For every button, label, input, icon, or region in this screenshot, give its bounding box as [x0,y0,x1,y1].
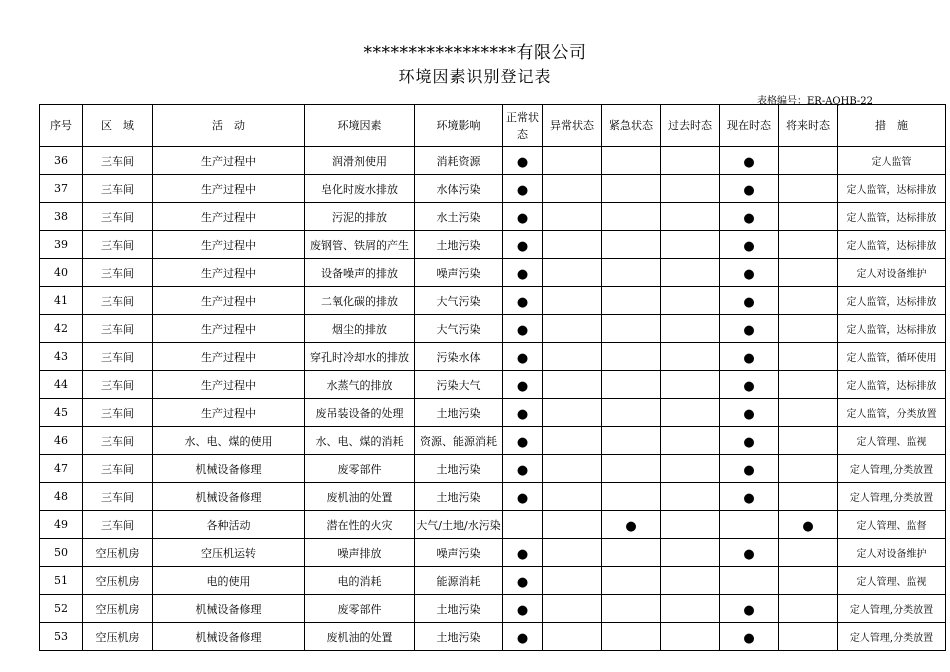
cell-no: 40 [40,259,83,287]
mark-dot-icon: ● [516,603,529,618]
cell-activity: 生产过程中 [153,147,305,175]
cell-area: 空压机房 [83,567,153,595]
header-present-tense: 现在时态 [720,105,779,147]
cell-activity: 生产过程中 [153,175,305,203]
cell-normal-state [503,539,543,567]
cell-present-tense [720,539,779,567]
mark-dot-icon: ● [743,183,755,198]
cell-normal-state [503,427,543,455]
cell-factor: 噪声排放 [305,539,415,567]
cell-impact: 大气/土地/水污染 [415,511,503,539]
table-row [40,483,946,511]
mark-dot-icon: ● [516,491,529,506]
mark-dot-icon: ● [743,379,755,394]
cell-activity: 生产过程中 [153,203,305,231]
table-row [40,427,946,455]
cell-future-tense [779,343,838,371]
cell-future-tense [779,623,838,651]
mark-dot-icon: ● [743,295,755,310]
mark-dot-icon: ● [516,435,529,450]
cell-measures: 定人管理、监督 [838,511,946,539]
cell-area: 三车间 [83,483,153,511]
cell-abnormal-state [543,427,602,455]
cell-impact: 土地污染 [415,483,503,511]
cell-measures: 定人监管，达标排放 [838,175,946,203]
mark-dot-icon: ● [516,631,529,646]
cell-area: 三车间 [83,511,153,539]
mark-dot-icon: ● [743,267,755,282]
environmental-factor-table [39,104,946,651]
mark-dot-icon: ● [743,463,755,478]
cell-future-tense [779,455,838,483]
cell-normal-state [503,623,543,651]
cell-past-tense [661,455,720,483]
cell-present-tense [720,147,779,175]
cell-abnormal-state [543,399,602,427]
cell-emergency-state [602,371,661,399]
company-name: *****************有限公司 [363,43,587,63]
cell-area: 空压机房 [83,595,153,623]
document-title: 环境因素识别登记表 [398,67,552,86]
cell-emergency-state [602,399,661,427]
cell-measures: 定人管理,分类放置 [838,483,946,511]
mark-dot-icon: ● [516,575,529,590]
cell-past-tense [661,539,720,567]
mark-dot-icon: ● [516,155,529,170]
cell-present-tense [720,259,779,287]
header-area: 区 域 [83,105,153,147]
cell-activity: 水、电、煤的使用 [153,427,305,455]
mark-dot-icon: ● [743,351,755,366]
mark-dot-icon: ● [743,239,755,254]
cell-emergency-state [602,595,661,623]
cell-emergency-state [602,427,661,455]
mark-dot-icon: ● [743,547,755,562]
cell-past-tense [661,567,720,595]
cell-present-tense [720,399,779,427]
cell-abnormal-state [543,483,602,511]
cell-emergency-state [602,231,661,259]
cell-emergency-state [602,147,661,175]
cell-measures: 定人管理,分类放置 [838,455,946,483]
cell-present-tense [720,623,779,651]
cell-no: 50 [40,539,83,567]
cell-area: 空压机房 [83,623,153,651]
cell-future-tense [779,175,838,203]
cell-measures: 定人监管，分类放置 [838,399,946,427]
cell-present-tense [720,567,779,595]
cell-impact: 土地污染 [415,595,503,623]
cell-measures: 定人管理,分类放置 [838,623,946,651]
mark-dot-icon: ● [516,547,529,562]
cell-abnormal-state [543,259,602,287]
cell-emergency-state [602,287,661,315]
cell-past-tense [661,315,720,343]
cell-no: 43 [40,343,83,371]
cell-factor: 水蒸气的排放 [305,371,415,399]
table-row [40,371,946,399]
header-activity: 活 动 [153,105,305,147]
cell-emergency-state [602,343,661,371]
cell-abnormal-state [543,567,602,595]
cell-present-tense [720,343,779,371]
cell-no: 53 [40,623,83,651]
cell-normal-state [503,203,543,231]
cell-impact: 噪声污染 [415,259,503,287]
cell-activity: 生产过程中 [153,315,305,343]
header-factor: 环境因素 [305,105,415,147]
table-row [40,203,946,231]
mark-dot-icon: ● [743,491,755,506]
table-row [40,539,946,567]
cell-measures: 定人监管，达标排放 [838,231,946,259]
cell-measures: 定人对设备维护 [838,539,946,567]
cell-present-tense [720,483,779,511]
cell-area: 三车间 [83,315,153,343]
table-row [40,315,946,343]
cell-activity: 机械设备修理 [153,483,305,511]
cell-past-tense [661,623,720,651]
cell-impact: 大气污染 [415,315,503,343]
cell-area: 三车间 [83,371,153,399]
cell-impact: 污染水体 [415,343,503,371]
mark-dot-icon: ● [516,267,529,282]
cell-normal-state [503,567,543,595]
cell-impact: 污染大气 [415,371,503,399]
cell-area: 三车间 [83,427,153,455]
cell-impact: 土地污染 [415,455,503,483]
table-row [40,595,946,623]
cell-factor: 潜在性的火灾 [305,511,415,539]
cell-no: 45 [40,399,83,427]
mark-dot-icon: ● [516,211,529,226]
cell-past-tense [661,427,720,455]
cell-abnormal-state [543,539,602,567]
cell-impact: 土地污染 [415,623,503,651]
cell-no: 48 [40,483,83,511]
cell-no: 44 [40,371,83,399]
mark-dot-icon: ● [743,603,755,618]
header-abnormal-state: 异常状态 [543,105,602,147]
cell-impact: 能源消耗 [415,567,503,595]
cell-future-tense [779,427,838,455]
cell-factor: 污泥的排放 [305,203,415,231]
cell-measures: 定人监管，达标排放 [838,315,946,343]
mark-dot-icon: ● [625,519,637,534]
mark-dot-icon: ● [516,407,529,422]
cell-measures: 定人管理、监视 [838,427,946,455]
cell-present-tense [720,427,779,455]
cell-area: 三车间 [83,455,153,483]
cell-emergency-state [602,623,661,651]
header-past-tense: 过去时态 [661,105,720,147]
cell-measures: 定人监管，循环使用 [838,343,946,371]
mark-dot-icon: ● [516,351,529,366]
cell-abnormal-state [543,511,602,539]
cell-activity: 电的使用 [153,567,305,595]
cell-future-tense [779,595,838,623]
mark-dot-icon: ● [516,295,529,310]
table-row [40,343,946,371]
cell-abnormal-state [543,623,602,651]
cell-normal-state [503,595,543,623]
cell-factor: 废机油的处置 [305,623,415,651]
cell-abnormal-state [543,371,602,399]
cell-present-tense [720,315,779,343]
mark-dot-icon: ● [743,155,755,170]
cell-future-tense [779,315,838,343]
cell-past-tense [661,511,720,539]
cell-no: 36 [40,147,83,175]
table-header-row [40,105,946,147]
cell-area: 三车间 [83,175,153,203]
table-row [40,231,946,259]
cell-future-tense [779,539,838,567]
mark-dot-icon: ● [743,631,755,646]
cell-emergency-state [602,259,661,287]
cell-normal-state [503,287,543,315]
cell-normal-state [503,399,543,427]
table-row [40,287,946,315]
cell-activity: 生产过程中 [153,231,305,259]
cell-abnormal-state [543,287,602,315]
cell-activity: 生产过程中 [153,259,305,287]
cell-future-tense [779,483,838,511]
cell-factor: 电的消耗 [305,567,415,595]
mark-dot-icon: ● [516,379,529,394]
cell-present-tense [720,371,779,399]
table-row [40,567,946,595]
cell-factor: 润滑剂使用 [305,147,415,175]
form-number: 表格编号：ER-AQHB-22 [757,96,873,107]
cell-emergency-state [602,203,661,231]
cell-impact: 大气污染 [415,287,503,315]
cell-normal-state [503,231,543,259]
cell-impact: 水土污染 [415,203,503,231]
cell-activity: 机械设备修理 [153,595,305,623]
cell-future-tense [779,203,838,231]
cell-measures: 定人管理、监视 [838,567,946,595]
cell-impact: 土地污染 [415,399,503,427]
header-normal-state: 正常状态 [503,105,543,147]
cell-future-tense [779,511,838,539]
cell-factor: 设备噪声的排放 [305,259,415,287]
cell-emergency-state [602,511,661,539]
cell-factor: 废机油的处置 [305,483,415,511]
cell-present-tense [720,511,779,539]
cell-area: 空压机房 [83,539,153,567]
cell-normal-state [503,343,543,371]
cell-past-tense [661,483,720,511]
cell-emergency-state [602,483,661,511]
header-impact: 环境影响 [415,105,503,147]
cell-past-tense [661,287,720,315]
cell-normal-state [503,455,543,483]
cell-factor: 二氧化碳的排放 [305,287,415,315]
table-row [40,455,946,483]
cell-abnormal-state [543,455,602,483]
cell-no: 51 [40,567,83,595]
table-row [40,175,946,203]
cell-factor: 废零部件 [305,455,415,483]
cell-area: 三车间 [83,147,153,175]
cell-measures: 定人监管，达标排放 [838,203,946,231]
cell-past-tense [661,203,720,231]
cell-no: 41 [40,287,83,315]
cell-normal-state [503,371,543,399]
mark-dot-icon: ● [743,211,755,226]
cell-impact: 资源、能源消耗 [415,427,503,455]
cell-normal-state [503,259,543,287]
cell-no: 38 [40,203,83,231]
cell-abnormal-state [543,175,602,203]
cell-past-tense [661,231,720,259]
cell-normal-state [503,147,543,175]
cell-activity: 机械设备修理 [153,455,305,483]
cell-area: 三车间 [83,231,153,259]
mark-dot-icon: ● [516,323,529,338]
cell-area: 三车间 [83,259,153,287]
cell-activity: 空压机运转 [153,539,305,567]
cell-future-tense [779,287,838,315]
cell-measures: 定人监管，达标排放 [838,371,946,399]
cell-abnormal-state [543,595,602,623]
cell-measures: 定人监管，达标排放 [838,287,946,315]
cell-impact: 土地污染 [415,231,503,259]
cell-no: 46 [40,427,83,455]
cell-past-tense [661,175,720,203]
cell-future-tense [779,147,838,175]
cell-area: 三车间 [83,287,153,315]
cell-activity: 生产过程中 [153,343,305,371]
cell-activity: 机械设备修理 [153,623,305,651]
cell-measures: 定人对设备维护 [838,259,946,287]
cell-no: 47 [40,455,83,483]
header-measures: 措 施 [838,105,946,147]
cell-activity: 各种活动 [153,511,305,539]
cell-past-tense [661,371,720,399]
cell-impact: 水体污染 [415,175,503,203]
cell-present-tense [720,287,779,315]
cell-emergency-state [602,315,661,343]
cell-area: 三车间 [83,343,153,371]
cell-activity: 生产过程中 [153,399,305,427]
cell-normal-state [503,315,543,343]
table-row [40,399,946,427]
cell-past-tense [661,399,720,427]
table-row [40,623,946,651]
cell-present-tense [720,175,779,203]
cell-present-tense [720,203,779,231]
cell-factor: 废吊装设备的处理 [305,399,415,427]
table-row [40,259,946,287]
cell-abnormal-state [543,315,602,343]
cell-factor: 皂化时废水排放 [305,175,415,203]
mark-dot-icon: ● [743,435,755,450]
cell-impact: 噪声污染 [415,539,503,567]
mark-dot-icon: ● [802,519,814,534]
cell-area: 三车间 [83,399,153,427]
cell-abnormal-state [543,203,602,231]
cell-factor: 废钢管、铁屑的产生 [305,231,415,259]
cell-future-tense [779,399,838,427]
mark-dot-icon: ● [743,407,755,422]
cell-no: 49 [40,511,83,539]
cell-abnormal-state [543,231,602,259]
cell-future-tense [779,259,838,287]
table-row [40,511,946,539]
cell-present-tense [720,595,779,623]
cell-no: 39 [40,231,83,259]
cell-no: 52 [40,595,83,623]
cell-activity: 生产过程中 [153,287,305,315]
mark-dot-icon: ● [516,239,529,254]
cell-past-tense [661,343,720,371]
header-emergency-state: 紧急状态 [602,105,661,147]
cell-factor: 穿孔时冷却水的排放 [305,343,415,371]
cell-normal-state [503,483,543,511]
cell-impact: 消耗资源 [415,147,503,175]
mark-dot-icon: ● [743,323,755,338]
cell-area: 三车间 [83,203,153,231]
cell-emergency-state [602,539,661,567]
cell-emergency-state [602,175,661,203]
header-no: 序号 [40,105,83,147]
cell-present-tense [720,455,779,483]
cell-measures: 定人监管 [838,147,946,175]
cell-normal-state [503,511,543,539]
mark-dot-icon: ● [516,183,529,198]
cell-abnormal-state [543,343,602,371]
cell-normal-state [503,175,543,203]
cell-future-tense [779,371,838,399]
cell-future-tense [779,231,838,259]
cell-emergency-state [602,567,661,595]
cell-future-tense [779,567,838,595]
cell-past-tense [661,259,720,287]
cell-past-tense [661,595,720,623]
cell-present-tense [720,231,779,259]
table-row [40,147,946,175]
cell-measures: 定人管理,分类放置 [838,595,946,623]
cell-no: 37 [40,175,83,203]
cell-factor: 水、电、煤的消耗 [305,427,415,455]
cell-activity: 生产过程中 [153,371,305,399]
header-future-tense: 将来时态 [779,105,838,147]
mark-dot-icon: ● [516,463,529,478]
cell-past-tense [661,147,720,175]
cell-abnormal-state [543,147,602,175]
cell-emergency-state [602,455,661,483]
cell-factor: 废零部件 [305,595,415,623]
cell-no: 42 [40,315,83,343]
cell-factor: 烟尘的排放 [305,315,415,343]
